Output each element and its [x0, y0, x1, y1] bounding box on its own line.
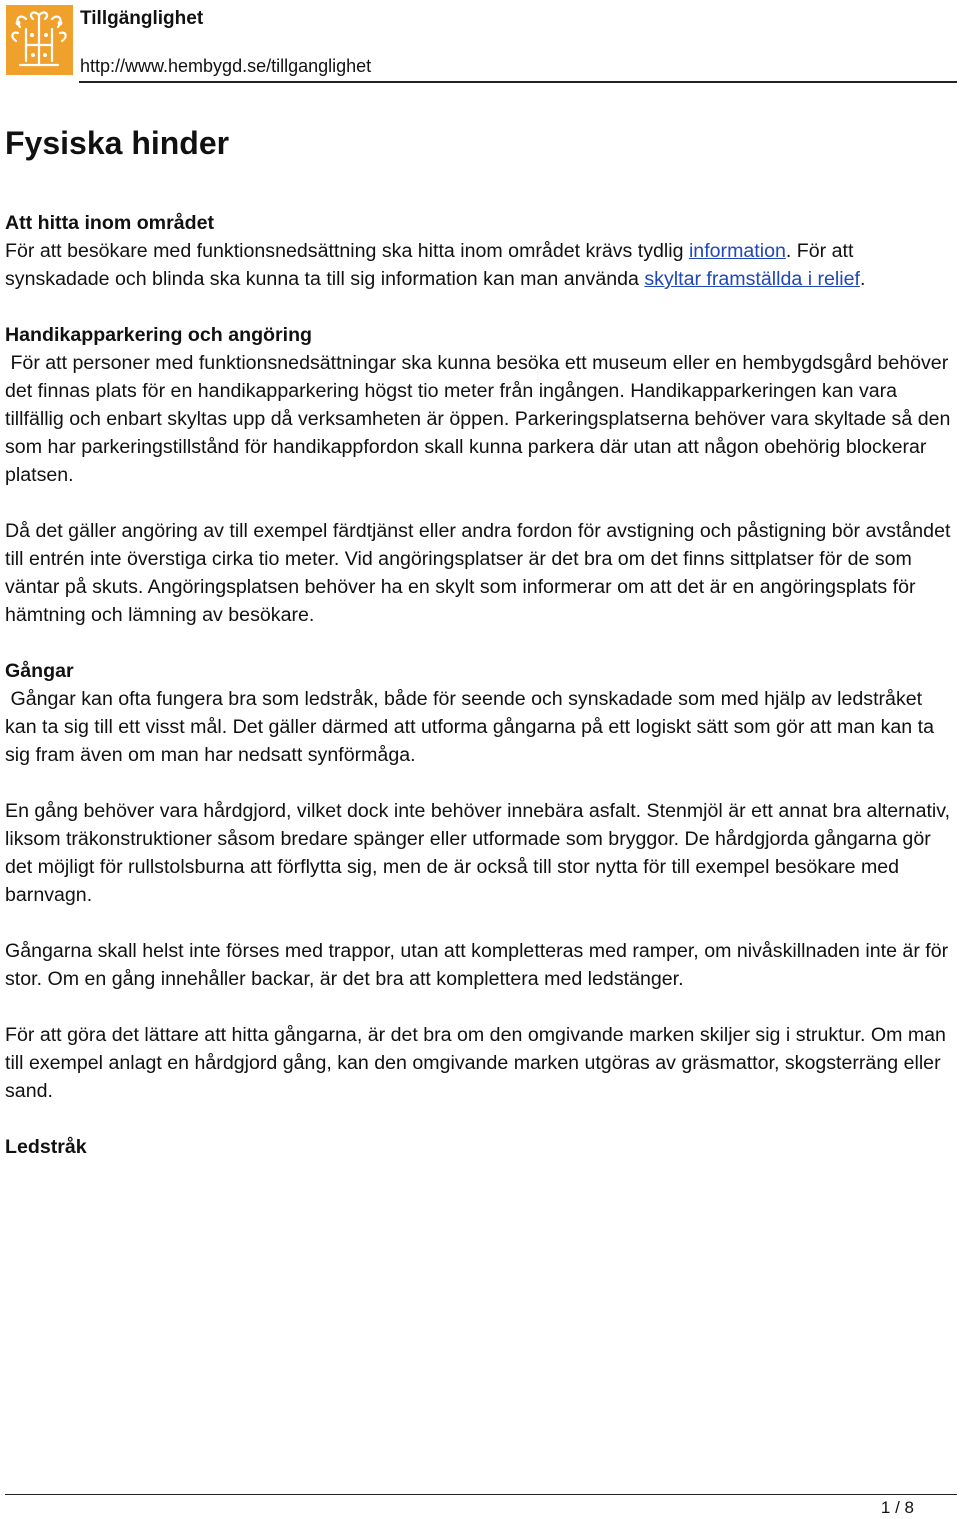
- paths-paragraph-4: För att göra det lättare att hitta gångarna, är det bra om den omgivande marken skiljer sig i struktur. Om man till exempel anlagt en hårdgjord gång, kan den omgivande marken utgöras av gräsmattor, skogsterräng eller sand.: [5, 1024, 946, 1102]
- section-heading-area: Att hitta inom området: [5, 212, 214, 234]
- parking-paragraph-2: Då det gäller angöring av till exempel färdtjänst eller andra fordon för avstigning och påstigning bör avståndet till entrén inte överstiga cirka tio meter. Vid angöringsplatser är det bra om det finns sittplatser för de som väntar på skuts. Angöringsplatsen behöver ha en skylt som informerar om att det är en angöringsplats för hämtning och lämning av besökare.: [5, 520, 951, 626]
- footer-divider: [5, 1494, 957, 1495]
- section-heading-guides: Ledstråk: [5, 1136, 87, 1158]
- page-title: Fysiska hinder: [5, 125, 230, 161]
- section-parking: [5, 321, 955, 629]
- area-text-2: . För att synskadade och blinda ska kunna ta till sig information kan man använda: [5, 240, 854, 290]
- paths-paragraph-2: En gång behöver vara hårdgjord, vilket dock inte behöver innebära asfalt. Stenmjöl är ett annat bra alternativ, liksom träkonstruktioner såsom bredare spänger eller utformade som bryggor. De hårdgjorda gångarna gör det möjligt för rullstolsburna att förflytta sig, men de är också till stor nytta för till exempel besökare med barnvagn.: [5, 800, 951, 906]
- section-heading-paths: Gångar: [5, 660, 74, 682]
- site-title: Tillgänglighet: [80, 8, 204, 29]
- paths-paragraph-3: Gångarna skall helst inte förses med trappor, utan att kompletteras med ramper, om nivåskillnaden inte är för stor. Om en gång innehåller backar, är det bra att komplettera med ledstänger.: [5, 940, 949, 990]
- information-link[interactable]: information: [688, 240, 786, 262]
- relief-signs-link[interactable]: skyltar framställda i relief: [644, 268, 860, 290]
- page-number: 1 / 8: [880, 1498, 914, 1517]
- paths-paragraph-1: Gångar kan ofta fungera bra som ledstråk, både för seende och synskadade som med hjälp av ledstråket kan ta sig till ett visst mål. Det gäller därmed att utforma gångarna på ett logiskt sätt som gör att man kan ta sig fram även om man har nedsatt synförmåga.: [5, 688, 940, 766]
- site-url[interactable]: http://www.hembygd.se/tillganglighet: [80, 56, 372, 76]
- hembygd-logo-icon[interactable]: [6, 5, 73, 75]
- page-header: [0, 0, 960, 84]
- section-area-paragraph: [5, 237, 955, 293]
- section-area: [5, 209, 955, 293]
- section-guides: [5, 1133, 955, 1161]
- section-heading-parking: Handikapparkering och angöring: [5, 324, 313, 346]
- header-divider: [79, 81, 957, 83]
- area-text-3: .: [859, 268, 866, 290]
- article-content: [5, 120, 955, 1161]
- area-text-1: För att besökare med funktionsnedsättning ska hitta inom området krävs tydlig: [5, 240, 689, 262]
- parking-paragraph-1: För att personer med funktionsnedsättningar ska kunna besöka ett museum eller en hembygdsgård behöver det finnas plats för en handikapparkering högst tio meter från ingången. Handikapparkeringen kan vara tillfällig och enbart skyltas upp då verksamheten är öppen. Parkeringsplatserna behöver vara skyltade så den som har parkeringstillstånd för handikappfordon skall kunna parkera där utan att någon obehörig blockerar platsen.: [5, 352, 956, 486]
- section-paths: [5, 657, 955, 1105]
